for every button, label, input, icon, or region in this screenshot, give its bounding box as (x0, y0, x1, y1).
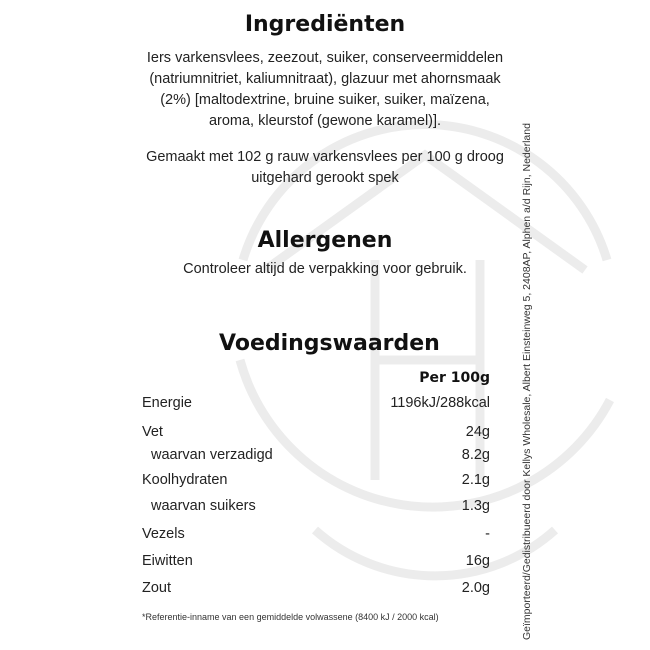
nutrition-value: 2.1g (461, 472, 490, 488)
ingredients-line: (2%) [maltodextrine, bruine suiker, suiker, maïzena, (160, 92, 490, 108)
nutrition-label: Energie (142, 395, 192, 411)
ingredients-line: (natriumnitriet, kaliumnitraat), glazuur met ahornsmaak (149, 71, 501, 87)
nutrition-value: 1196kJ/288kcal (390, 395, 490, 411)
nutrition-label: Eiwitten (142, 553, 193, 569)
nutrition-row-carbohydrates (142, 472, 490, 492)
nutrition-value: - (485, 526, 490, 542)
nutrition-value: 2.0g (461, 580, 490, 596)
made-with-line: uitgehard gerookt spek (251, 170, 399, 186)
nutrition-label: Vet (142, 424, 163, 440)
nutrition-label: waarvan verzadigd (151, 447, 273, 463)
footnote: *Referentie-inname van een gemiddelde volwassene (8400 kJ / 2000 kcal) (142, 612, 439, 622)
allergens-text: Controleer altijd de verpakking voor gebruik. (183, 261, 467, 277)
ingredients-text (125, 48, 525, 132)
made-with-text (125, 147, 525, 189)
nutrition-value: 1.3g (461, 498, 490, 514)
nutrition-row-salt (142, 580, 490, 600)
made-with-line: Gemaakt met 102 g rauw varkensvlees per 100 g droog (146, 149, 504, 165)
per-100g-header: Per 100g (419, 370, 490, 386)
nutrition-row-energy (142, 395, 490, 415)
nutrition-row-fat (142, 424, 490, 444)
nutrition-value: 24g (465, 424, 490, 440)
nutrition-row-sugars (142, 498, 490, 518)
nutrition-label: Koolhydraten (142, 472, 228, 488)
ingredients-line: Iers varkensvlees, zeezout, suiker, conserveermiddelen (146, 50, 504, 66)
ingredients-line: aroma, kleurstof (gewone karamel)]. (208, 113, 442, 129)
nutrition-value: 16g (465, 553, 490, 569)
ingredients-heading: Ingrediënten (244, 12, 406, 37)
allergens-heading: Allergenen (257, 228, 393, 253)
nutrition-label: Vezels (142, 526, 185, 542)
nutrition-row-protein (142, 553, 490, 573)
nutrition-row-saturated (142, 447, 490, 467)
nutrition-label: waarvan suikers (151, 498, 256, 514)
nutrition-value: 8.2g (461, 447, 490, 463)
nutrition-label: Zout (142, 580, 172, 596)
nutrition-heading: Voedingswaarden (219, 331, 440, 356)
importer-text: Geïmporteerd/Gedistribueerd door Kellys Wholesale, Albert Einsteinweg 5, 2408AP, Alphen a/d Rijn, Nederland (521, 123, 533, 640)
nutrition-row-fibre (142, 526, 490, 546)
